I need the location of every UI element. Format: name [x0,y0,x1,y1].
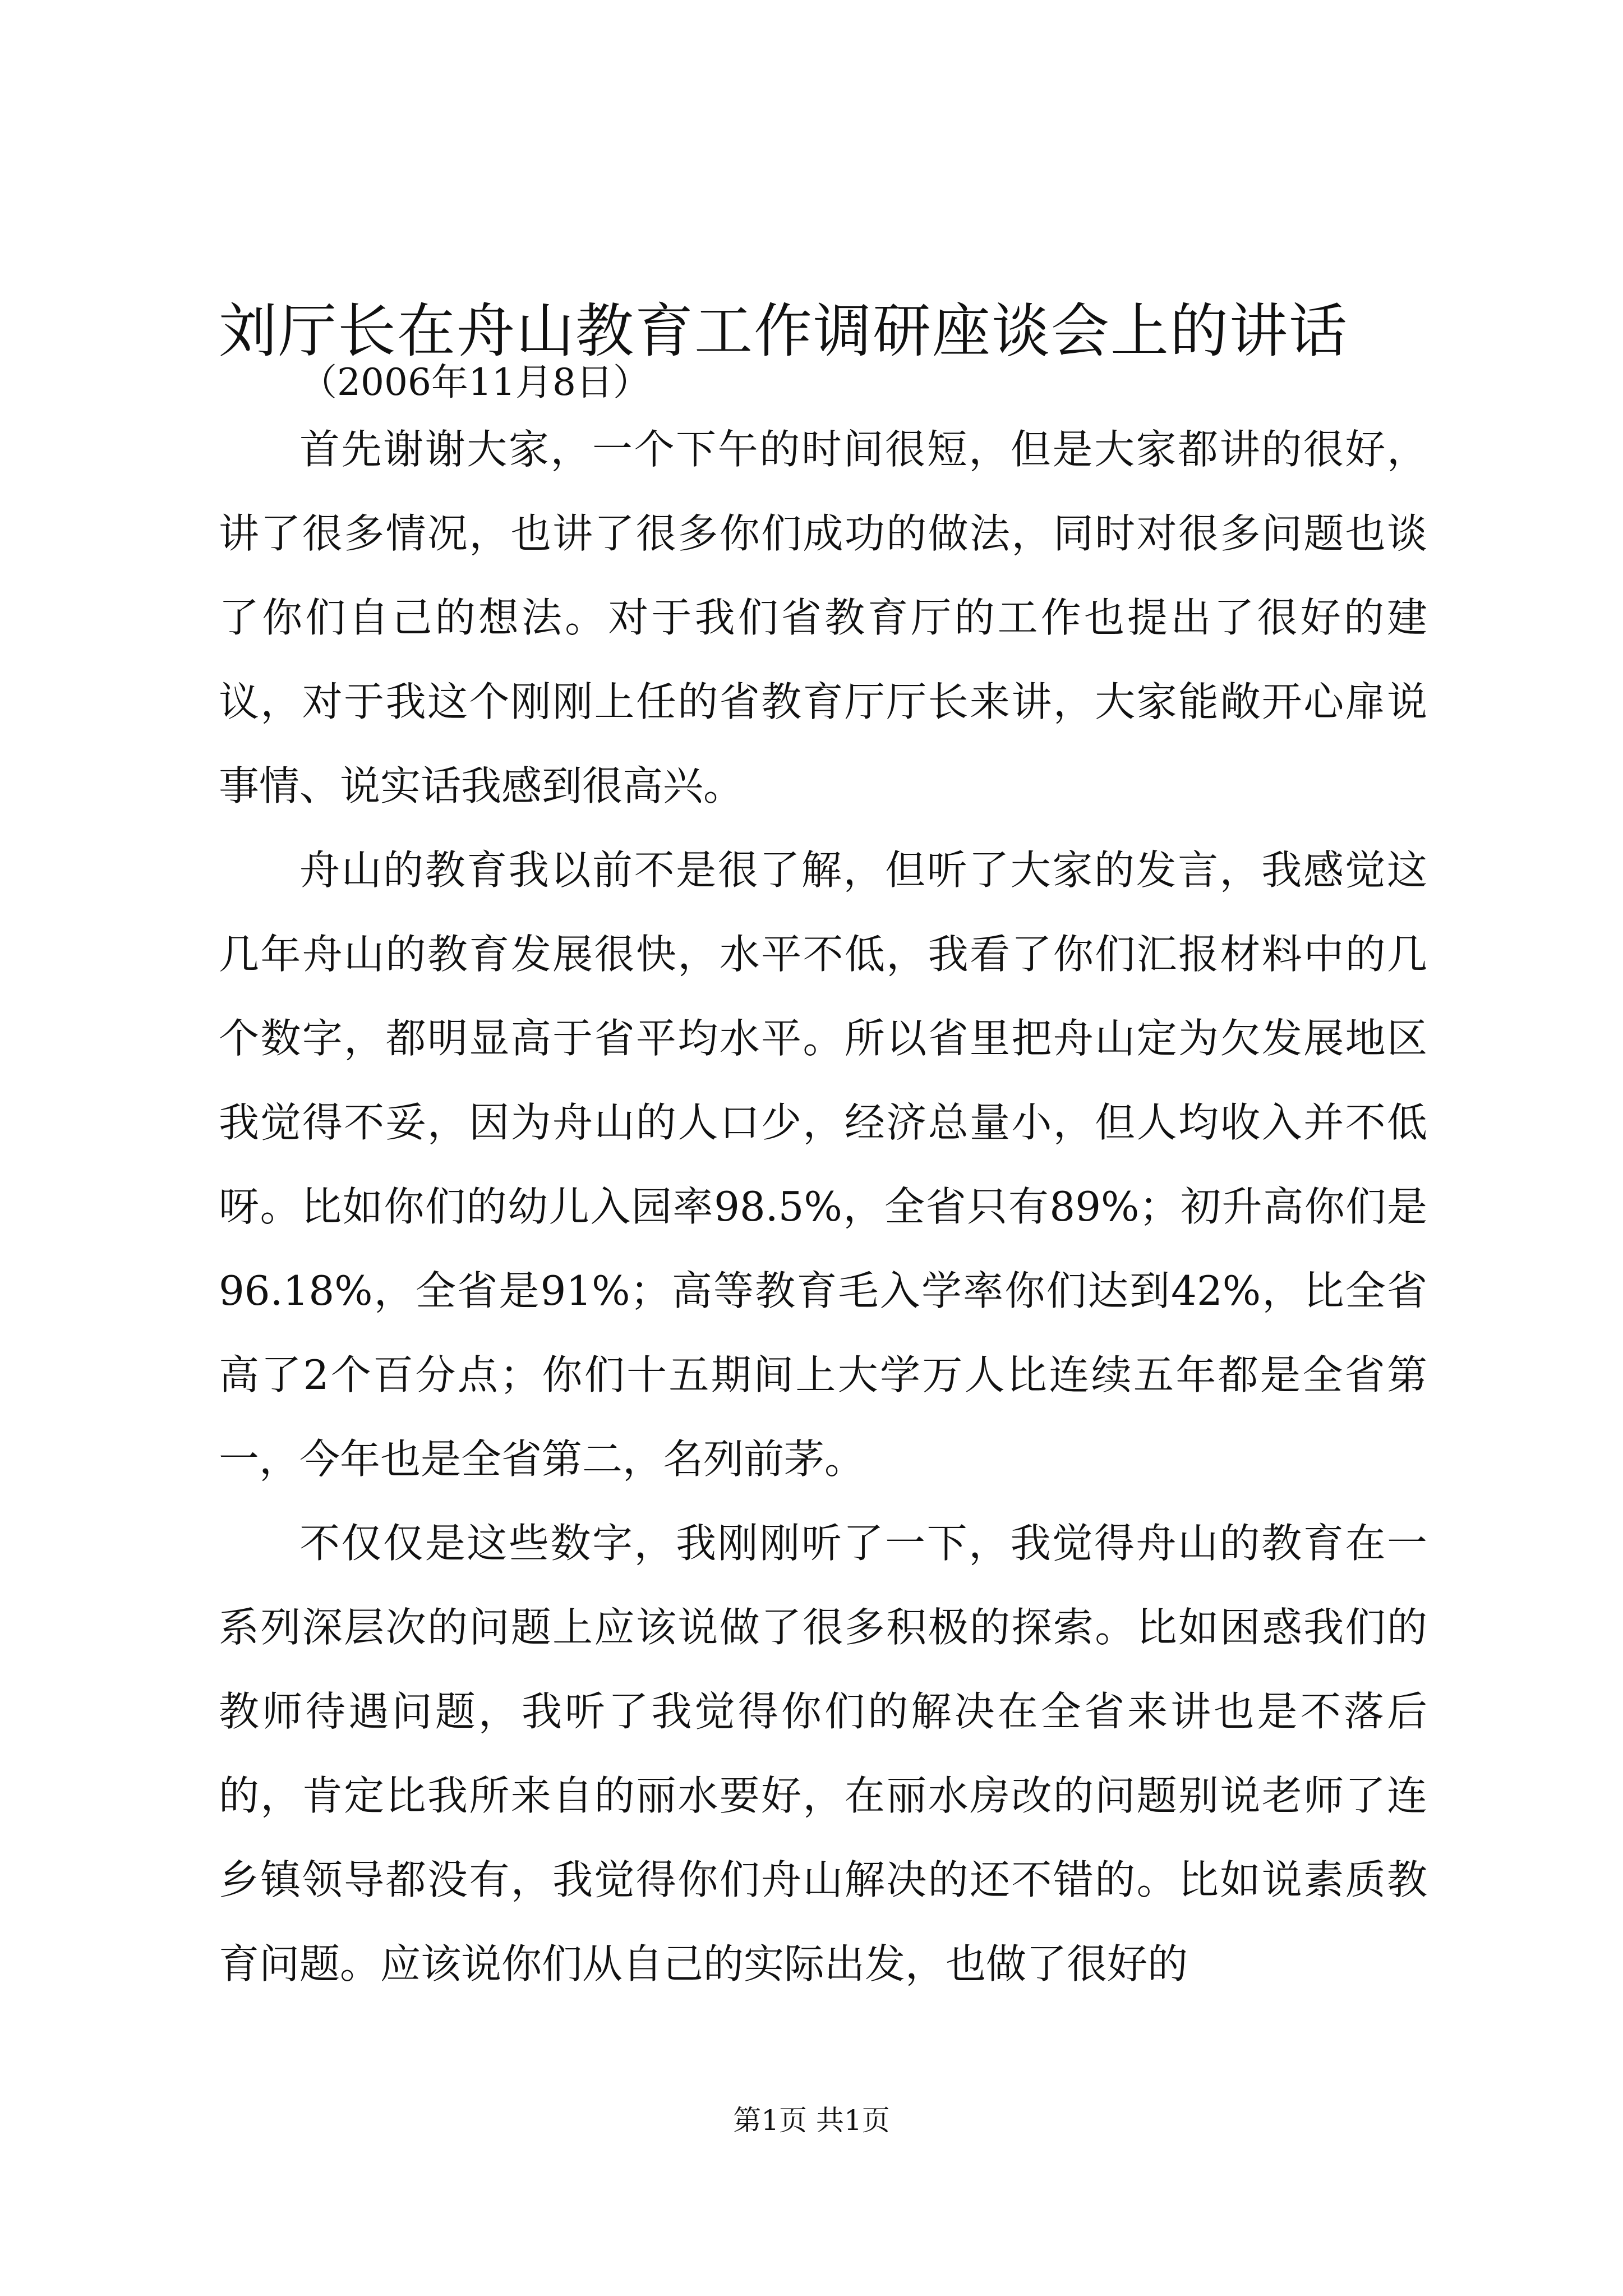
speech-date: （2006年11月8日） [300,361,650,404]
paragraph: 首先谢谢大家，一个下午的时间很短，但是大家都讲的很好，讲了很多情况，也讲了很多你们成功的做法，同时对很多问题也谈了你们自己的想法。对于我们省教育厅的工作也提出了很好的建议，对于我这个刚刚上任的省教育厅厅长来讲，大家能敞开心扉说事情、说实话我感到很高兴。 [219,426,1427,809]
document-title: 刘厅长在舟山教育工作调研座谈会上的讲话 [219,297,1349,365]
document-body [219,407,1427,2006]
paragraph: 不仅仅是这些数字，我刚刚听了一下，我觉得舟山的教育在一系列深层次的问题上应该说做了很多积极的探索。比如困惑我们的教师待遇问题，我听了我觉得你们的解决在全省来讲也是不落后的，肯定比我所来自的丽水要好，在丽水房改的问题别说老师了连乡镇领导都没有，我觉得你们舟山解决的还不错的。比如说素质教育问题。应该说你们从自己的实际出发，也做了很好的 [219,1520,1427,1987]
page-footer: 第1页 共1页 [733,2104,890,2137]
paragraph: 舟山的教育我以前不是很了解，但听了大家的发言，我感觉这几年舟山的教育发展很快，水平不低，我看了你们汇报材料中的几个数字，都明显高于省平均水平。所以省里把舟山定为欠发展地区我觉得不妥，因为舟山的人口少，经济总量小，但人均收入并不低呀。比如你们的幼儿入园率98.5%，全省只有89%；初升高你们是96.18%，全省是91%；高等教育毛入学率你们达到42%，比全省高了2个百分点；你们十五期间上大学万人比连续五年都是全省第一，今年也是全省第二，名列前茅。 [219,846,1427,1483]
